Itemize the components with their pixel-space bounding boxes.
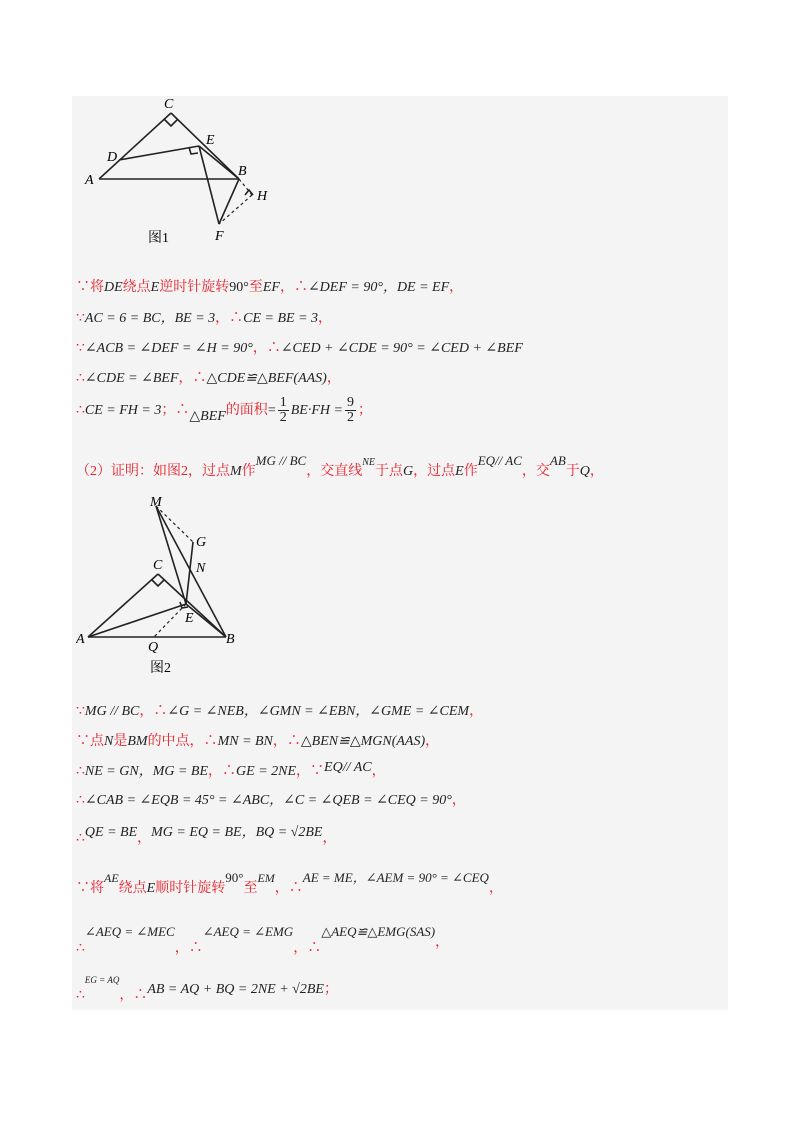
fig2-label-b: B (226, 632, 235, 647)
text: ， (137, 831, 152, 846)
math: ∠CAB = ∠EQB = 45° = ∠ABC，∠C = ∠QEB = ∠CEQ = 90° (84, 793, 452, 808)
triangle-symbol: △ (189, 409, 201, 424)
fig2-label-n: N (196, 561, 206, 576)
math: CE = FH = 3 (84, 403, 162, 418)
math: MG // BC (84, 704, 140, 719)
math: EG = AQ (84, 975, 120, 985)
math: DE (104, 280, 123, 295)
text: 绕点 (118, 881, 147, 896)
math: N (104, 734, 114, 749)
proof-line-3 (76, 337, 523, 357)
math: E (146, 881, 156, 896)
text: ，交直线 (306, 464, 363, 479)
math: △BEN≌△MGN(AAS) (300, 734, 426, 749)
math: ∠DEF = 90°，DE = EF (307, 280, 450, 295)
fig1-label-d: D (107, 150, 118, 165)
math: BE·FH = (290, 403, 343, 418)
text: ∴ (76, 988, 85, 1003)
text: 绕点 (122, 280, 151, 295)
text: （2）证明：如图2，过点 (76, 464, 230, 479)
text: ， (326, 371, 341, 386)
text: ，∵ (296, 764, 325, 779)
math: AB = AQ + BQ = 2NE + √2BE (147, 982, 324, 997)
part2-intro-line (76, 453, 604, 480)
math: E (455, 464, 464, 479)
math: ∠CDE = ∠BEF (84, 371, 179, 386)
text: ∵ (76, 311, 85, 326)
text: ， (425, 734, 440, 749)
fig2-label-q: Q (148, 640, 159, 655)
text: ， (488, 881, 503, 896)
text: ， (469, 704, 484, 719)
math: △CDE≌△BEF(AAS) (206, 371, 327, 386)
text: ，∴ (215, 311, 244, 326)
fraction (278, 396, 289, 425)
math: GE = 2NE (236, 764, 297, 779)
text: 至 (248, 280, 263, 295)
math: ∠CED + ∠CDE = 90° = ∠CED + ∠BEF (280, 341, 523, 356)
text: 逆时针旋转 (159, 280, 230, 295)
math: MG = EQ = BE，BQ = √2BE (151, 825, 323, 840)
text: ∴ (76, 831, 85, 846)
fig1-caption: 图1 (148, 231, 169, 246)
math: EM (257, 871, 275, 885)
numerator: 1 (279, 395, 287, 411)
figure-1 (82, 96, 282, 246)
text: ∴ (76, 764, 85, 779)
text: 于 (565, 464, 580, 479)
text: ， (449, 280, 464, 295)
fig2-label-m: M (150, 495, 162, 510)
text: ，∴ (272, 734, 301, 749)
fig2-label-e: E (185, 611, 194, 626)
fig1-label-b: B (238, 164, 247, 179)
text: ，∴ (178, 371, 207, 386)
fig1-label-f: F (215, 229, 224, 244)
fig2-label-a: A (76, 632, 85, 647)
text: ∵点 (76, 734, 104, 749)
math: ∠AEQ = ∠EMG (202, 924, 294, 939)
math: G (403, 464, 414, 479)
text: 是 (113, 734, 128, 749)
math: NE (362, 457, 376, 468)
text: ，交 (521, 464, 550, 479)
math: EF (262, 280, 280, 295)
text: ； (357, 403, 372, 418)
fig1-label-c: C (164, 97, 174, 112)
proof-line-5 (76, 396, 372, 426)
text: ∵ (76, 704, 85, 719)
text: ，∴ (119, 988, 148, 1003)
math: BEF (200, 409, 226, 424)
text: 顺时针旋转 (155, 881, 226, 896)
text: 至 (243, 881, 258, 896)
fig1-label-a: A (85, 173, 94, 188)
text: ，∴ (279, 280, 308, 295)
text: ∴ (76, 403, 85, 418)
text: ∴ (76, 793, 85, 808)
text: ∵将 (76, 280, 104, 295)
math: △AEQ≌△EMG(SAS) (321, 924, 436, 939)
part2-line-4 (76, 760, 386, 780)
math: AE = ME，∠AEM = 90° = ∠CEQ (302, 870, 489, 885)
fig2-label-c: C (153, 558, 163, 573)
math: M (230, 464, 242, 479)
math: ∠G = ∠NEB，∠GMN = ∠EBN，∠GME = ∠CEM (167, 704, 470, 719)
math: MN = BN (217, 734, 273, 749)
fig2-caption: 图2 (150, 661, 171, 676)
text: ，过点 (413, 464, 456, 479)
math: CE = BE = 3 (243, 311, 319, 326)
fig1-label-e: E (206, 133, 215, 148)
part2-line-8 (76, 924, 450, 957)
figure-2 (76, 494, 256, 679)
proof-line-1 (76, 276, 463, 296)
text: ； (323, 982, 338, 997)
text: ∴ (76, 941, 85, 956)
text: ， (451, 793, 466, 808)
text: ，∴ (208, 764, 237, 779)
proof-line-4 (76, 367, 341, 387)
text: ；∴ (161, 403, 190, 418)
fraction (345, 396, 356, 425)
math: AE (104, 871, 119, 885)
math: MG // BC (255, 453, 307, 468)
part2-line-2 (76, 700, 483, 720)
fig2-label-g: G (196, 535, 207, 550)
text: ∴ (76, 371, 85, 386)
denominator: 2 (346, 410, 354, 426)
text: 作 (241, 464, 256, 479)
numerator: 9 (346, 395, 354, 411)
part2-line-5 (76, 789, 466, 809)
math: ∠ACB = ∠DEF = ∠H = 90° (84, 341, 253, 356)
math: AC = 6 = BC，BE = 3 (84, 311, 216, 326)
denominator: 2 (279, 410, 287, 426)
text: ∵ (76, 341, 85, 356)
text: ，∴ (139, 704, 168, 719)
part2-line-9 (76, 976, 338, 1004)
text: ，∴ (174, 941, 203, 956)
text: 的面积 (225, 403, 268, 418)
text: ∵将 (76, 881, 104, 896)
text: ， (371, 764, 386, 779)
text: ， (589, 464, 604, 479)
text: 于点 (375, 464, 404, 479)
math: 90° (225, 870, 244, 885)
text: ，∴ (293, 941, 322, 956)
math: BM (127, 734, 148, 749)
math: QE = BE (84, 825, 138, 840)
math: AB (549, 453, 566, 468)
proof-line-2 (76, 307, 332, 327)
math: Q (579, 464, 590, 479)
math: 90° (229, 280, 249, 295)
text: ， (322, 831, 337, 846)
math: E (150, 280, 160, 295)
text: 作 (463, 464, 478, 479)
math: EQ// AC (324, 760, 372, 775)
document-panel (72, 96, 728, 1010)
math: EQ// AC (477, 453, 522, 468)
part2-line-6 (76, 820, 336, 846)
text: ，∴ (274, 881, 303, 896)
text: ， (318, 311, 333, 326)
text: ，∴ (252, 341, 281, 356)
fig1-label-h: H (257, 189, 268, 204)
part2-line-3 (76, 730, 439, 750)
math: ∠AEQ = ∠MEC (84, 924, 175, 939)
math: = (267, 403, 276, 418)
text: 的中点，∴ (147, 734, 218, 749)
part2-line-7 (76, 870, 503, 903)
math: NE = GN，MG = BE (84, 764, 209, 779)
text: ， (435, 935, 450, 950)
